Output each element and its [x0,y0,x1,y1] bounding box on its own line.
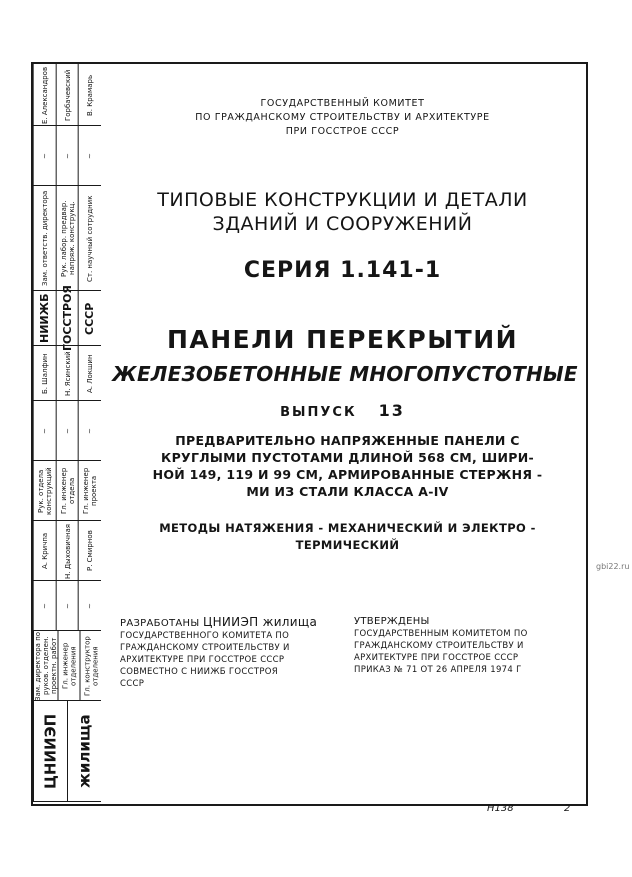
approved-label: УТВЕРЖДЕНЫ [354,616,430,627]
name: А. Локшин [78,346,101,401]
developed-line: СОВМЕСТНО С НИИЖБ ГОССТРОЯ [120,667,278,677]
collection-title [100,188,585,236]
name: Е. Александров [33,64,56,126]
position: Ст. научный сотрудник [78,186,101,291]
approved-line: ПРИКАЗ № 71 ОТ 26 АПРЕЛЯ 1974 Г [354,665,522,675]
approved-by [354,616,528,676]
name: Горбачевский [56,64,79,126]
issue-label: ВЫПУСК [280,405,357,420]
titles-block [33,185,101,291]
org-line: ЦНИИЭП [33,701,67,802]
issue-number: 13 [378,401,405,420]
position: Рук. лабор. предвар. напряж. конструкц. [56,186,79,291]
position: Гл. конструктор отделения [80,631,102,701]
signature-icon: ~ [33,581,56,631]
position: Зам. ответств. директора [33,186,56,291]
issue [100,401,585,420]
signature-icon: ~ [78,401,101,461]
signature-icon: ~ [56,401,79,461]
developer-org: ЦНИИЭП жилища [202,615,318,629]
signature-icon: ~ [78,581,101,631]
signature-icon: ~ [33,401,56,461]
position: Гл. инженер отдела [56,461,79,521]
approved-line: ГРАЖДАНСКОМУ СТРОИТЕЛЬСТВУ И [354,641,524,651]
signature-block [33,125,101,186]
names-block [33,345,101,401]
header-line: ГОСУДАРСТВЕННЫЙ КОМИТЕТ [260,98,425,109]
developed-label: РАЗРАБОТАНЫ [120,618,200,629]
org-line: СССР [78,291,101,346]
name: В. Крамарь [78,64,101,126]
name: Б. Шалфин [33,346,56,401]
header-line: ПРИ ГОССТРОЕ СССР [285,126,400,137]
signature-block [33,580,101,631]
developed-by [120,616,317,690]
description-line: ПРЕДВАРИТЕЛЬНО НАПРЯЖЕННЫЕ ПАНЕЛИ С [175,433,520,448]
title-line: ЗДАНИЙ И СООРУЖЕНИЙ [212,213,473,235]
names-block [33,520,101,581]
description-line: НОЙ 149, 119 И 99 СМ, АРМИРОВАННЫЕ СТЕРЖНЯ - [152,467,543,482]
name: Н. Ясинский [56,346,79,401]
signature-icon: ~ [33,126,56,186]
methods-line: ТЕРМИЧЕСКИЙ [295,538,400,552]
name: А. Кричпа [33,521,56,581]
position: Зам. директора по руков. отделен. проектн. работ [34,631,58,701]
watermark: gbi22.ru [596,562,630,571]
signature-icon: ~ [56,126,79,186]
signature-block [33,400,101,461]
series-number: СЕРИЯ 1.141-1 [243,258,442,283]
name: Р. Смирнов [78,521,101,581]
panel-subtitle: ЖЕЛЕЗОБЕТОННЫЕ МНОГОПУСТОТНЫЕ [112,362,578,386]
titles-block [33,630,101,701]
position: Рук. отдела конструкций [33,461,56,521]
tensioning-methods [110,520,585,554]
header-line: ПО ГРАЖДАНСКОМУ СТРОИТЕЛЬСТВУ И АРХИТЕКТУРЕ [195,112,490,123]
org-block [33,285,101,352]
developed-line: СССР [120,679,145,689]
title-line: ТИПОВЫЕ КОНСТРУКЦИИ И ДЕТАЛИ [157,189,528,211]
org-line: жилища [67,701,101,802]
org-line: НИИЖБ [33,291,56,346]
approval-strip [33,63,101,802]
org-block [33,700,101,802]
names-block [33,63,101,126]
description [110,432,585,500]
signature-icon: ~ [78,126,101,186]
signature-icon: ~ [56,581,79,631]
approved-line: ГОСУДАРСТВЕННЫМ КОМИТЕТОМ ПО [354,629,528,639]
issuing-committee [100,97,585,139]
description-line: МИ ИЗ СТАЛИ КЛАССА А-IV [246,484,449,499]
position: Гл. инженер проекта [78,461,101,521]
developed-line: ГОСУДАРСТВЕННОГО КОМИТЕТА ПО [120,631,290,641]
description-line: КРУГЛЫМИ ПУСТОТАМИ ДЛИНОЙ 568 СМ, ШИРИ- [161,450,534,465]
panel-title: ПАНЕЛИ ПЕРЕКРЫТИЙ [166,325,519,354]
approved-line: АРХИТЕКТУРЕ ПРИ ГОССТРОЕ СССР [354,653,519,663]
drawing-code: Н138 [487,803,514,814]
page-number: 2 [564,803,571,814]
developed-line: АРХИТЕКТУРЕ ПРИ ГОССТРОЕ СССР [120,655,285,665]
org-line: ГОССТРОЯ [56,291,79,346]
titles-block [33,460,101,521]
position: Гл. инженер отделения [58,631,80,701]
methods-line: МЕТОДЫ НАТЯЖЕНИЯ - МЕХАНИЧЕСКИЙ И ЭЛЕКТРО - [159,521,536,535]
developed-line: ГРАЖДАНСКОМУ СТРОИТЕЛЬСТВУ И [120,643,290,653]
name: Н. Дыховичная [56,521,79,581]
